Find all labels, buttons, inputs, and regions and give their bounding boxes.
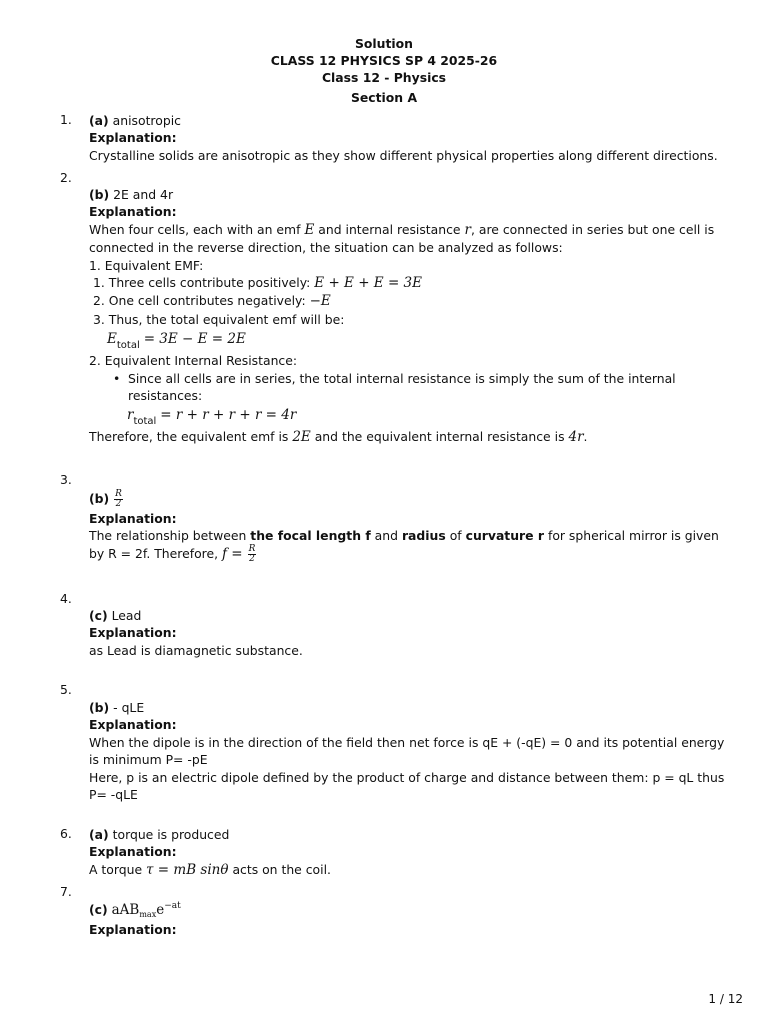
answer-option: (c) <box>89 902 108 917</box>
question-number: 2. <box>60 170 72 185</box>
answer-option: (a) <box>89 113 109 128</box>
explanation-label: Explanation: <box>89 922 177 938</box>
explanation-label: Explanation: <box>89 844 177 860</box>
answer-fraction: $\frac{R}{2}$ <box>115 489 122 509</box>
question-number: 1. <box>60 112 72 127</box>
question-number: 4. <box>60 591 72 606</box>
answer-text: anisotropic <box>112 113 181 128</box>
explanation-label: Explanation: <box>89 625 177 641</box>
explanation-label: Explanation: <box>89 511 177 526</box>
paper-title: CLASS 12 PHYSICS SP 4 2025-26 <box>270 53 498 68</box>
answer-option: (b) <box>89 700 110 715</box>
answer-text: - qLE <box>113 700 145 715</box>
explanation-label: Explanation: <box>89 204 177 220</box>
explanation-text: A torque τ = mB sinθ acts on the coil. <box>89 861 331 878</box>
explanation-text-1: When the dipole is in the direction of the field then net force is qE + (-qE) = 0 and its potential energy is minimum P= -pE <box>89 734 725 768</box>
page-number: 1 / 12 <box>708 992 743 1006</box>
question-number: 6. <box>60 826 72 841</box>
question-number: 3. <box>60 472 72 487</box>
answer-option: (b) <box>89 491 110 506</box>
answer-option: (c) <box>89 608 108 623</box>
question-number: 7. <box>60 884 72 899</box>
emf-step-1: 1. Three cells contribute positively: E + E + E = 3E <box>93 275 422 292</box>
answer-text: 2E and 4r <box>113 187 174 202</box>
answer-option: (b) <box>89 187 110 202</box>
resistance-bullet: • Since all cells are in series, the total internal resistance is simply the sum of the internal resistances: <box>113 370 676 404</box>
rtotal-equation: $r_{total} = r + r + r + r = 4r$ <box>127 407 297 428</box>
question-number: 5. <box>60 682 72 697</box>
emf-heading: 1. Equivalent EMF: <box>89 257 204 273</box>
answer-text: torque is produced <box>112 827 230 842</box>
explanation-label: Explanation: <box>89 130 177 146</box>
conclusion: Therefore, the equivalent emf is 2E and the equivalent internal resistance is 4r. <box>89 429 588 446</box>
resistance-heading: 2. Equivalent Internal Resistance: <box>89 353 298 369</box>
section-heading: Section A <box>350 90 418 105</box>
answer-expression: $aAB_{max}e^{-at}$ <box>111 901 181 919</box>
answer-option: (a) <box>89 827 109 842</box>
explanation-intro: When four cells, each with an emf E and internal resistance r, are connected in series but one cell is connected in the reverse direction, the situation can be analyzed as follows: <box>89 221 715 256</box>
explanation-text: The relationship between the focal length f and radius of curvature r for spherical mirror is given by R = 2f. Therefore, f = $\frac{R}{2}$ <box>89 528 719 564</box>
explanation-text: as Lead is diamagnetic substance. <box>89 642 303 658</box>
emf-step-2: 2. One cell contributes negatively: −E <box>93 293 331 310</box>
solution-title: Solution <box>354 36 413 51</box>
class-subject: Class 12 - Physics <box>321 70 447 85</box>
etotal-equation: $E_{total} = 3E - E = 2E$ <box>107 331 246 352</box>
explanation-text: Crystalline solids are anisotropic as they show different physical properties along different directions. <box>89 147 718 163</box>
explanation-label: Explanation: <box>89 717 177 733</box>
emf-step-3: 3. Thus, the total equivalent emf will be: <box>93 311 345 327</box>
explanation-text-2: Here, p is an electric dipole defined by the product of charge and distance between them: p = qL thus P= -qLE <box>89 769 725 803</box>
answer-text: Lead <box>111 608 142 623</box>
